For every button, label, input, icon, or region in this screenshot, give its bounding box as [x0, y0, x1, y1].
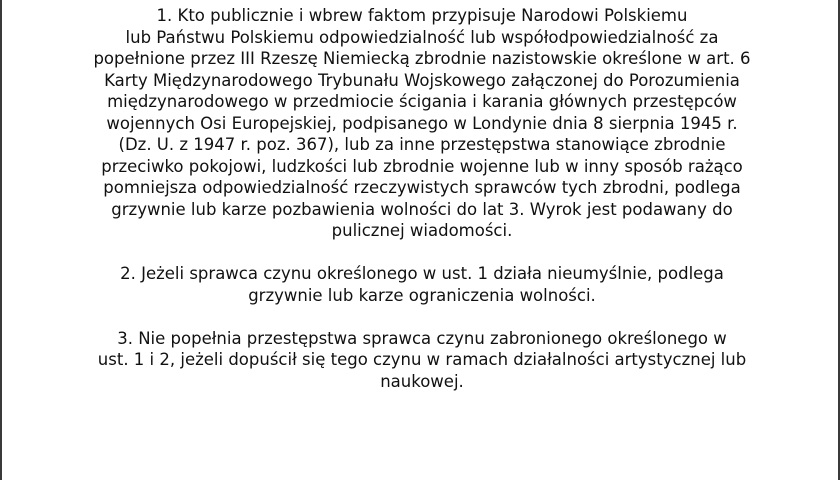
text-line: popełnione przez III Rzeszę Niemiecką zbrodnie nazistowskie określone w art. 6	[93, 49, 751, 68]
paragraph-1	[2, 5, 840, 242]
paragraph-2	[2, 263, 840, 306]
text-line: przeciwko pokojowi, ludzkości lub zbrodnie wojenne lub w inny sposób rażąco	[101, 156, 743, 176]
text-line: pomniejsza odpowiedzialność rzeczywistych sprawców tych zbrodni, podlega	[103, 178, 741, 197]
legal-text	[2, 5, 840, 392]
text-line: wojennych Osi Europejskiej, podpisanego w Londynie dnia 8 sierpnia 1945 r.	[106, 113, 738, 133]
text-line: Karty Międzynarodowego Trybunału Wojskowego załączonej do Porozumienia	[104, 70, 740, 90]
text-line: (Dz. U. z 1947 r. poz. 367), lub za inne przestępstwa stanowiące zbrodnie	[118, 135, 726, 154]
text-line: naukowej.	[380, 371, 464, 391]
text-line: międzynarodowego w przedmiocie ścigania i karania głównych przestępców	[107, 92, 737, 111]
paragraph-3	[2, 328, 840, 393]
text-line: 3. Nie popełnia przestępstwa sprawca czynu zabronionego określonego w	[117, 328, 727, 348]
text-line: 2. Jeżeli sprawca czynu określonego w ust. 1 działa nieumyślnie, podlega	[120, 264, 724, 283]
text-line: lub Państwu Polskiemu odpowiedzialność lub współodpowiedzialność za	[125, 27, 719, 47]
text-line: grzywnie lub karze ograniczenia wolności.	[248, 285, 596, 305]
text-line: grzywnie lub karze pozbawienia wolności do lat 3. Wyrok jest podawany do	[111, 199, 733, 219]
text-line: 1. Kto publicznie i wbrew faktom przypisuje Narodowi Polskiemu	[156, 6, 688, 25]
text-line: ust. 1 i 2, jeżeli dopuścił się tego czynu w ramach działalności artystycznej lub	[97, 350, 747, 369]
text-line: pulicznej wiadomości.	[331, 221, 513, 240]
